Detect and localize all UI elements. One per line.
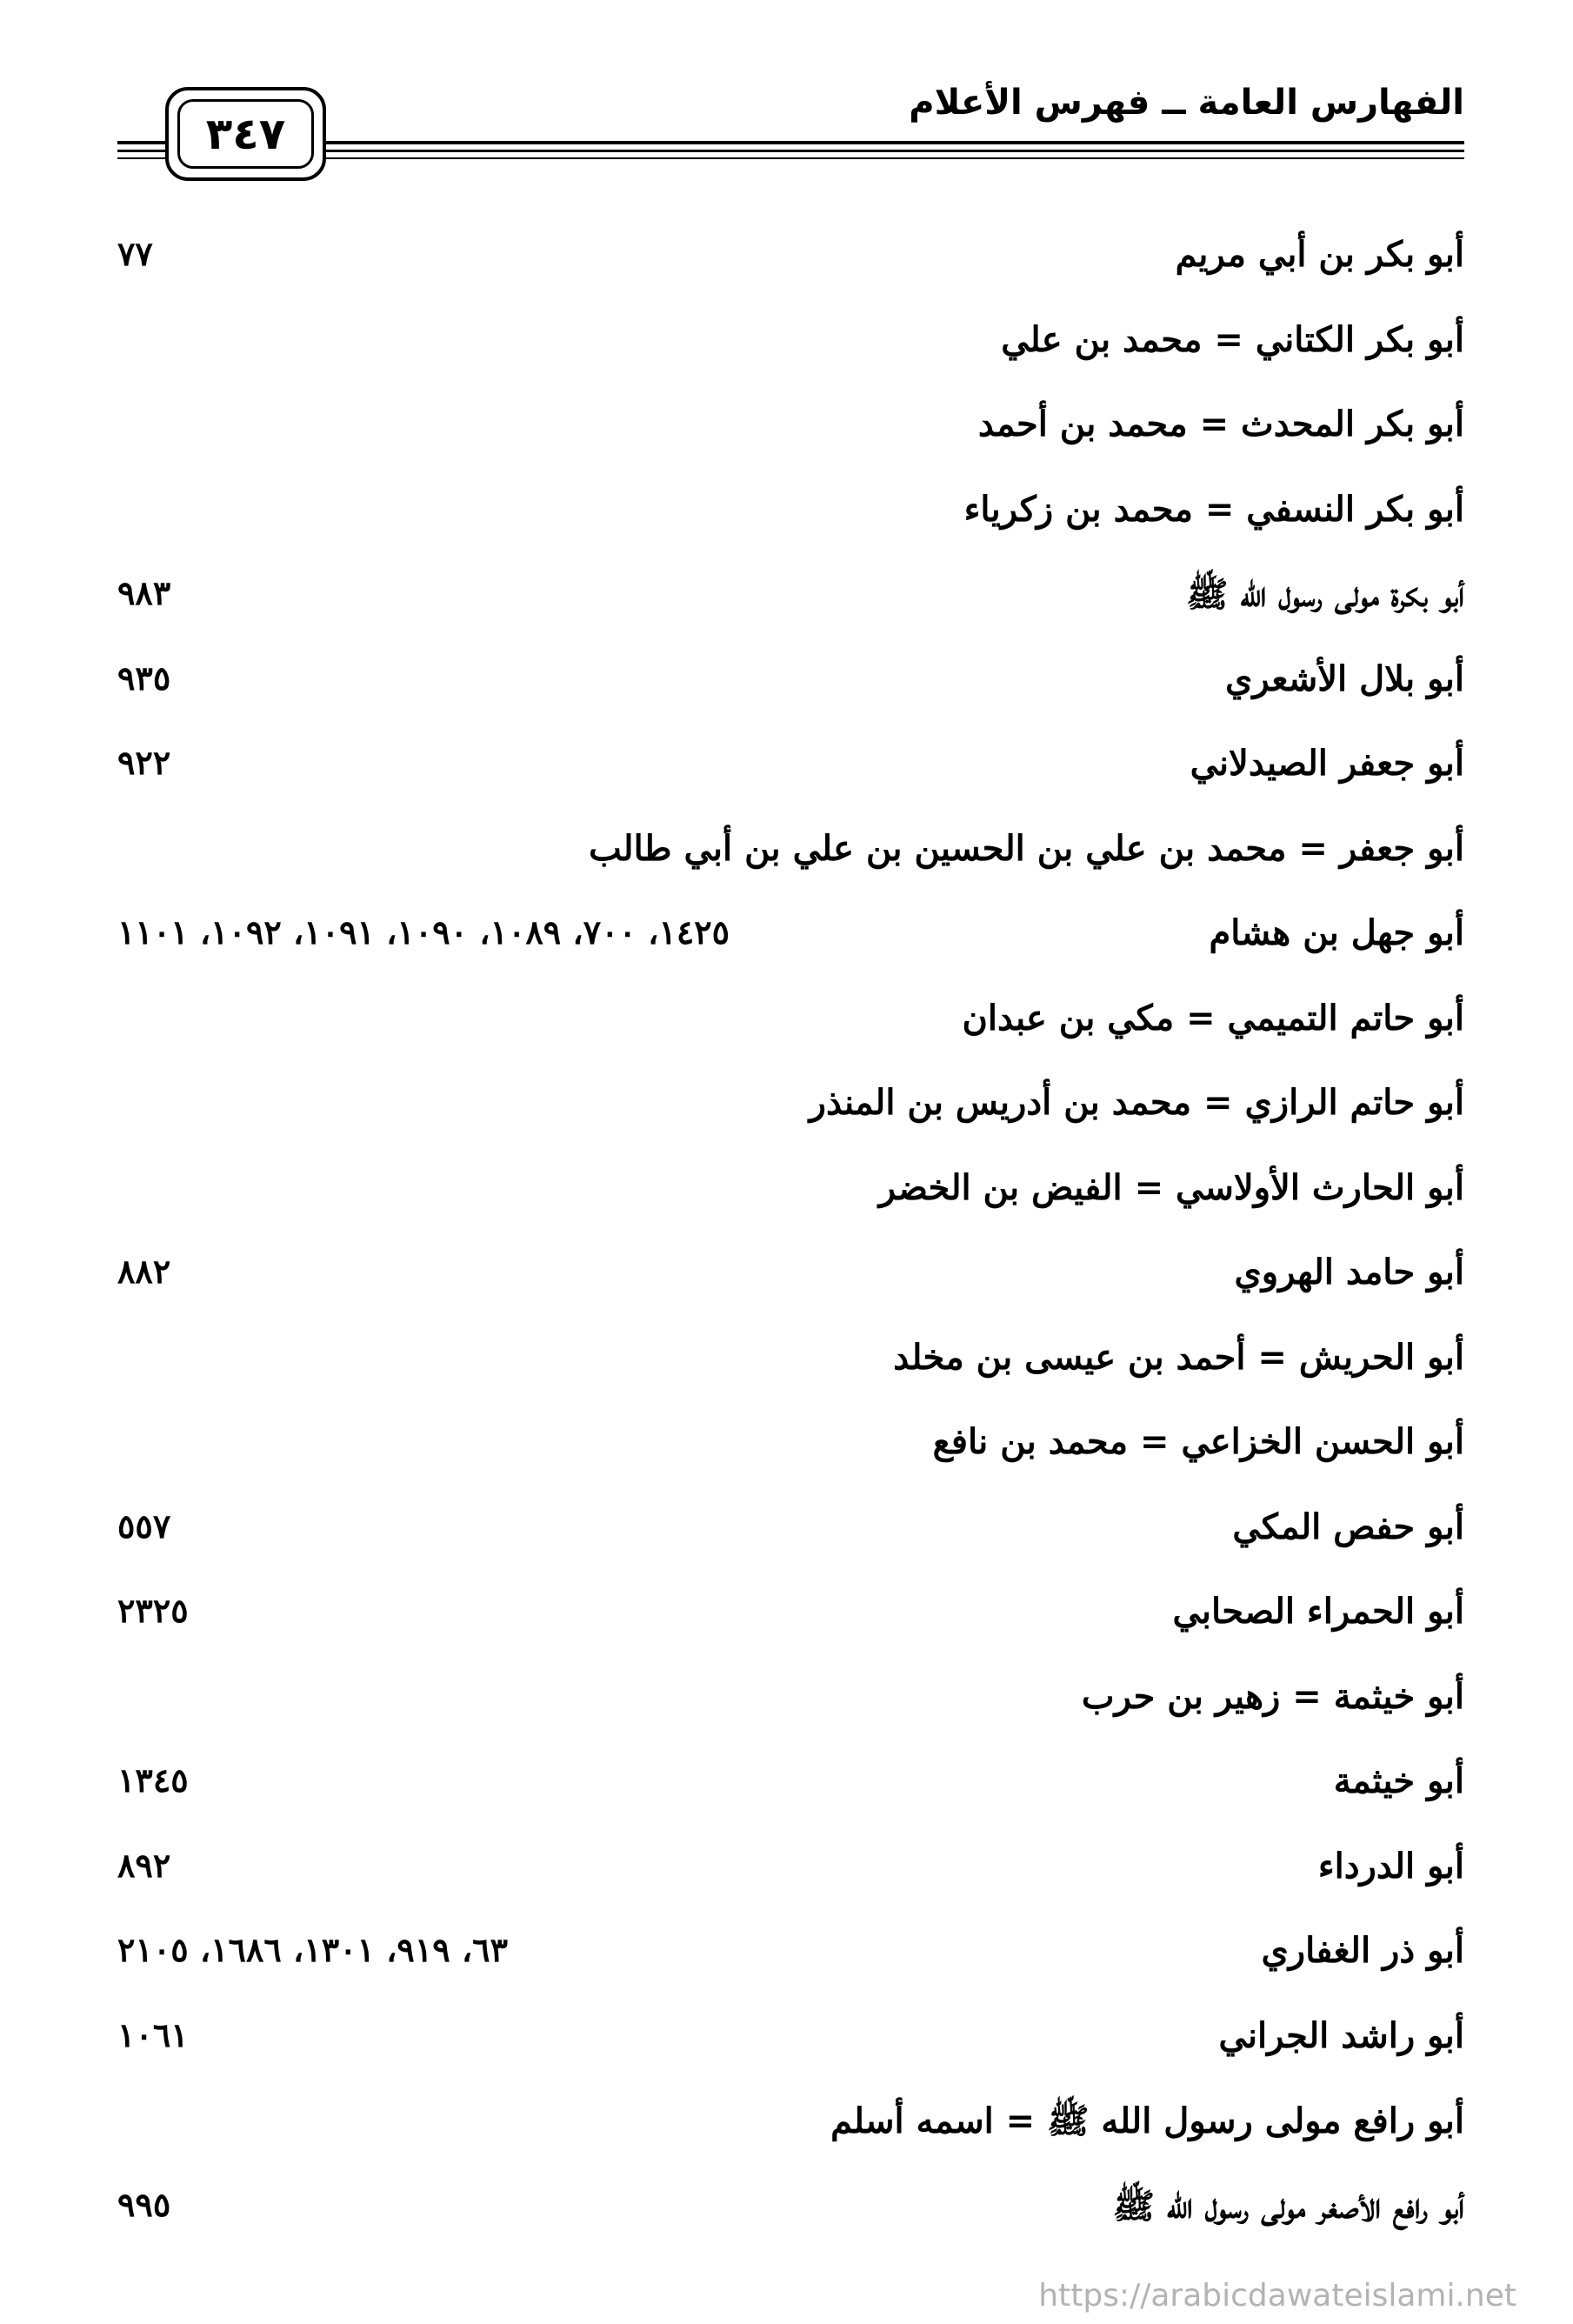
index-entry [117, 816, 1464, 901]
index-entry [117, 307, 1464, 392]
page-number: ٣٤٧ [177, 99, 314, 169]
index-entry [117, 731, 1464, 816]
entry-name: أبو بكرة مولى رسول الله ﷺ [1186, 574, 1464, 615]
entry-name: أبو حفص المكي [1232, 1506, 1464, 1547]
entry-name: أبو الدرداء [1317, 1845, 1464, 1887]
entry-name: أبو بكر بن أبي مريم [1175, 234, 1464, 275]
entry-pages: ٦٣، ٩١٩، ١٣٠١، ١٦٨٦، ٢١٠٥ [117, 1930, 508, 1969]
entry-pages: ٨٨٢ [117, 1252, 171, 1291]
entry-pages: ٩٩٥ [117, 2184, 171, 2224]
index-entry [117, 1070, 1464, 1155]
index-entry [117, 1664, 1464, 1749]
entry-pages: ٩٨٣ [117, 573, 171, 612]
entry-name: أبو بكر النسفي = محمد بن زكرياء [963, 488, 1464, 530]
index-entry [117, 1409, 1464, 1494]
header-title: الفهارس العامة ــ فهرس الأعلام [909, 83, 1464, 123]
entry-name: أبو حامد الهروي [1234, 1252, 1464, 1292]
watermark-url: https://arabicdawateislami.net [1038, 2278, 1516, 2314]
entry-name: أبو الحريش = أحمد بن عيسى بن مخلد [893, 1336, 1464, 1378]
entry-pages: ٩٣٥ [117, 658, 171, 698]
entry-pages: ١٤٢٥، ٧٠٠، ١٠٨٩، ١٠٩٠، ١٠٩١، ١٠٩٢، ١١٠١ [117, 912, 730, 952]
entry-name: أبو بكر المحدث = محمد بن أحمد [977, 404, 1464, 444]
index-entry [117, 1748, 1464, 1833]
index-entry [117, 646, 1464, 731]
entry-pages: ١٠٦١ [117, 2014, 189, 2054]
index-entry [117, 1239, 1464, 1325]
index-entry [117, 1918, 1464, 2003]
index-entry [117, 2003, 1464, 2088]
entry-name: أبو الحمراء الصحابي [1172, 1591, 1464, 1632]
entry-name: أبو حاتم الرازي = محمد بن أدريس بن المنذر [809, 1082, 1464, 1123]
entry-name: أبو جعفر الصيدلاني [1190, 743, 1464, 784]
entry-name: أبو راشد الجراني [1218, 2014, 1464, 2056]
index-entry [117, 477, 1464, 562]
entry-name: أبو بلال الأشعري [1225, 658, 1464, 699]
index-entry [117, 561, 1464, 646]
entry-name: أبو الحارث الأولاسي = الفيض بن الخضر [878, 1166, 1464, 1208]
entry-pages: ٨٩٢ [117, 1845, 171, 1885]
entry-name: أبو جهل بن هشام [1209, 912, 1464, 953]
entry-pages: ١٣٤٥ [117, 1760, 189, 1800]
entry-name: أبو خيثمة [1333, 1760, 1464, 1801]
entry-pages: ٩٢٢ [117, 743, 171, 782]
entry-pages: ٧٧ [117, 234, 153, 273]
page-number-frame [165, 87, 326, 181]
entry-name: أبو الحسن الخزاعي = محمد بن نافع [932, 1421, 1464, 1462]
index-entry [117, 1833, 1464, 1919]
index-entry [117, 1579, 1464, 1664]
entry-name: أبو رافع مولى رسول الله ﷺ = اسمه أسلم [830, 2100, 1464, 2141]
index-entry [117, 391, 1464, 477]
index-entry [117, 985, 1464, 1071]
entry-pages: ٢٣٢٥ [117, 1591, 189, 1630]
index-entry [117, 2173, 1464, 2258]
index-entry [117, 2087, 1464, 2173]
entry-name: أبو جعفر = محمد بن علي بن الحسين بن علي بن أبي طالب [589, 827, 1464, 869]
index-entry [117, 1494, 1464, 1579]
entry-name: أبو بكر الكتاني = محمد بن علي [1001, 318, 1464, 360]
index-entry [117, 1325, 1464, 1410]
entry-name: أبو حاتم التميمي = مكي بن عبدان [962, 997, 1464, 1038]
index-entry [117, 1155, 1464, 1240]
index-entry [117, 900, 1464, 985]
entry-name: أبو رافع الأصغر مولى رسول الله ﷺ [1112, 2185, 1464, 2227]
index-list [117, 222, 1464, 2257]
index-entry [117, 222, 1464, 307]
entry-name: أبو خيثمة = زهير بن حرب [1081, 1675, 1464, 1717]
entry-pages: ٥٥٧ [117, 1506, 171, 1546]
entry-name: أبو ذر الغفاري [1261, 1930, 1464, 1971]
